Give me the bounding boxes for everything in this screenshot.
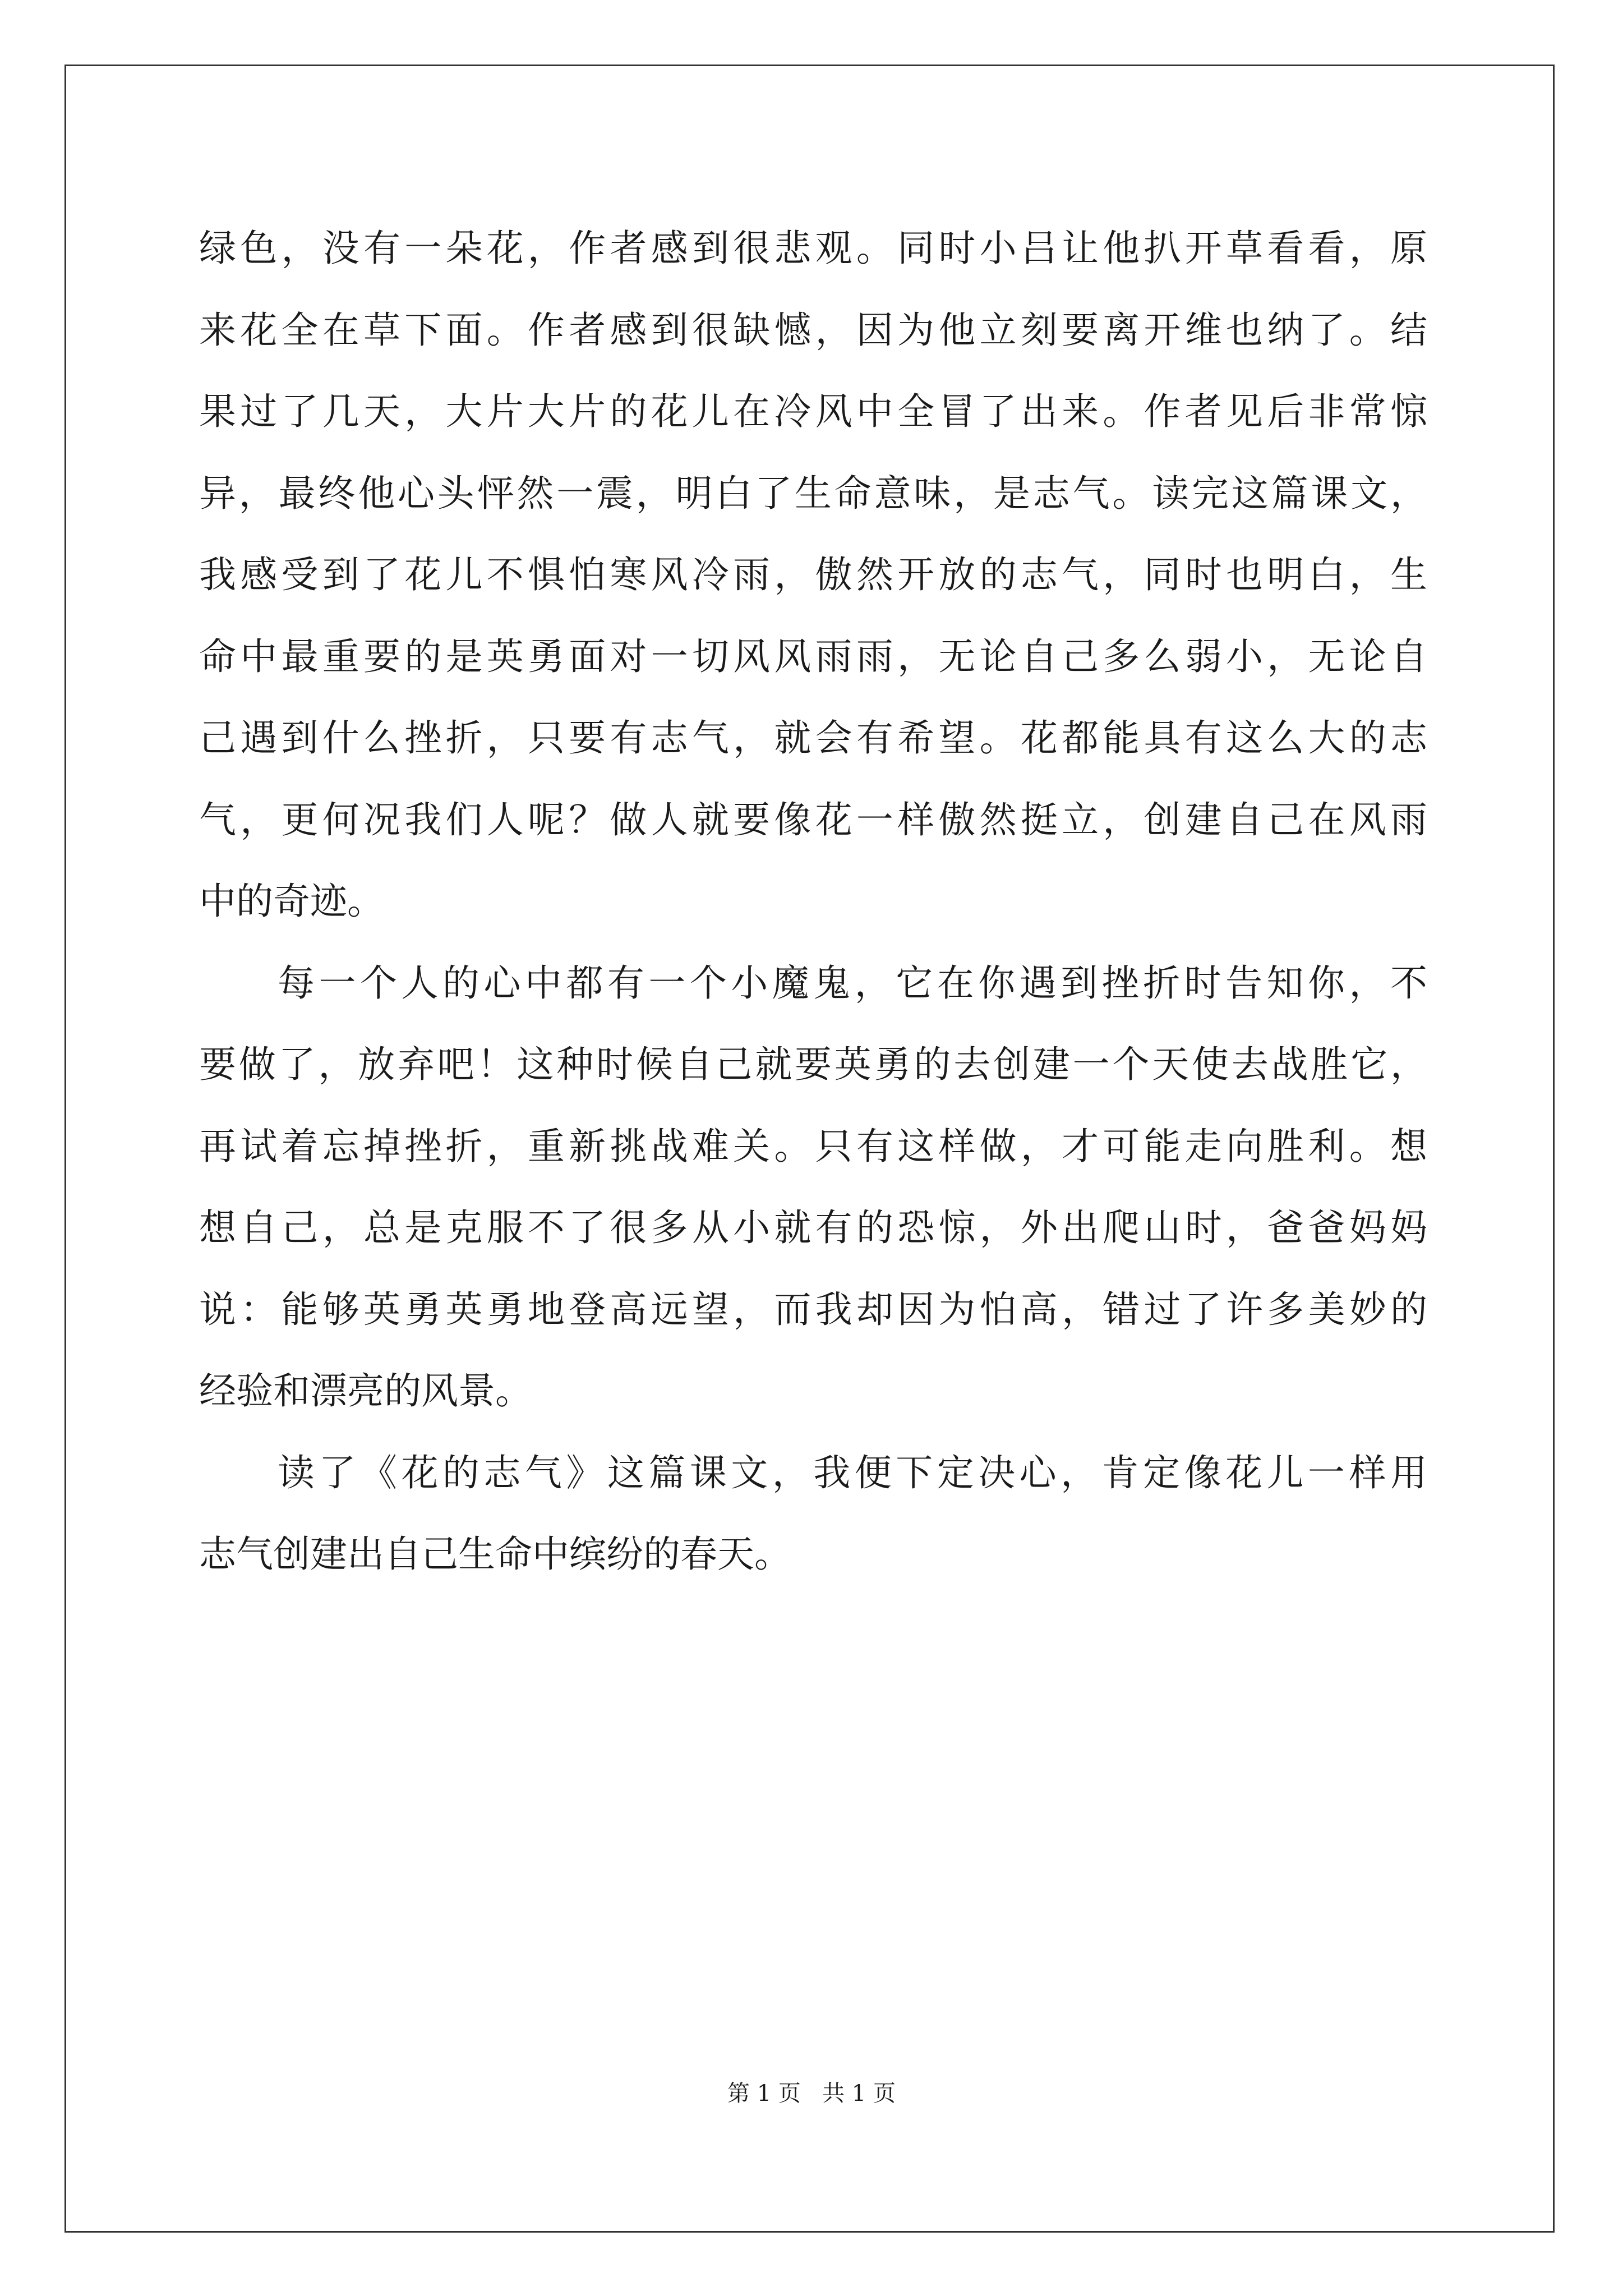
paragraph-1-line-6: 命中最重要的是英勇面对一切风风雨雨，无论自己多么弱小，无论自: [199, 634, 1427, 678]
paragraph-2-line-6: 经验和漂亮的风景。: [199, 1369, 532, 1412]
paragraph-1-line-9: 中的奇迹。: [199, 880, 384, 923]
paragraph-2-line-1: 每一个人的心中都有一个小魔鬼，它在你遇到挫折时告知你，不: [278, 961, 1427, 1005]
paragraph-3-line-2: 志气创建出自己生命中缤纷的春天。: [199, 1533, 791, 1576]
paragraph-2-line-2: 要做了，放弃吧！这种时候自己就要英勇的去创建一个天使去战胜它，: [199, 1043, 1427, 1086]
paragraph-3-line-1: 读了《花的志气》这篇课文，我便下定决心，肯定像花儿一样用: [278, 1451, 1427, 1494]
paragraph-1-line-4: 异，最终他心头怦然一震，明白了生命意味，是志气。读完这篇课文，: [199, 471, 1427, 515]
paragraph-2-line-3: 再试着忘掉挫折，重新挑战难关。只有这样做，才可能走向胜利。想: [199, 1124, 1427, 1168]
paragraph-1-line-7: 己遇到什么挫折，只要有志气，就会有希望。花都能具有这么大的志: [199, 716, 1427, 760]
paragraph-1-line-1: 绿色，没有一朵花，作者感到很悲观。同时小吕让他扒开草看看，原: [199, 227, 1427, 270]
document-body: [199, 208, 1427, 1595]
paragraph-1-line-8: 气，更何况我们人呢？做人就要像花一样傲然挺立，创建自己在风雨: [199, 798, 1427, 841]
page-number-footer: 第 1 页 共 1 页: [727, 2081, 896, 2106]
paragraph-1-line-2: 来花全在草下面。作者感到很缺憾，因为他立刻要离开维也纳了。结: [199, 308, 1427, 352]
paragraph-2-line-4: 想自己，总是克服不了很多从小就有的恐惊，外出爬山时，爸爸妈妈: [199, 1206, 1427, 1249]
paragraph-1-line-5: 我感受到了花儿不惧怕寒风冷雨，傲然开放的志气，同时也明白，生: [199, 553, 1427, 596]
paragraph-2-line-5: 说：能够英勇英勇地登高远望，而我却因为怕高，错过了许多美妙的: [199, 1287, 1427, 1331]
paragraph-1-line-3: 果过了几天，大片大片的花儿在冷风中全冒了出来。作者见后非常惊: [199, 390, 1427, 433]
